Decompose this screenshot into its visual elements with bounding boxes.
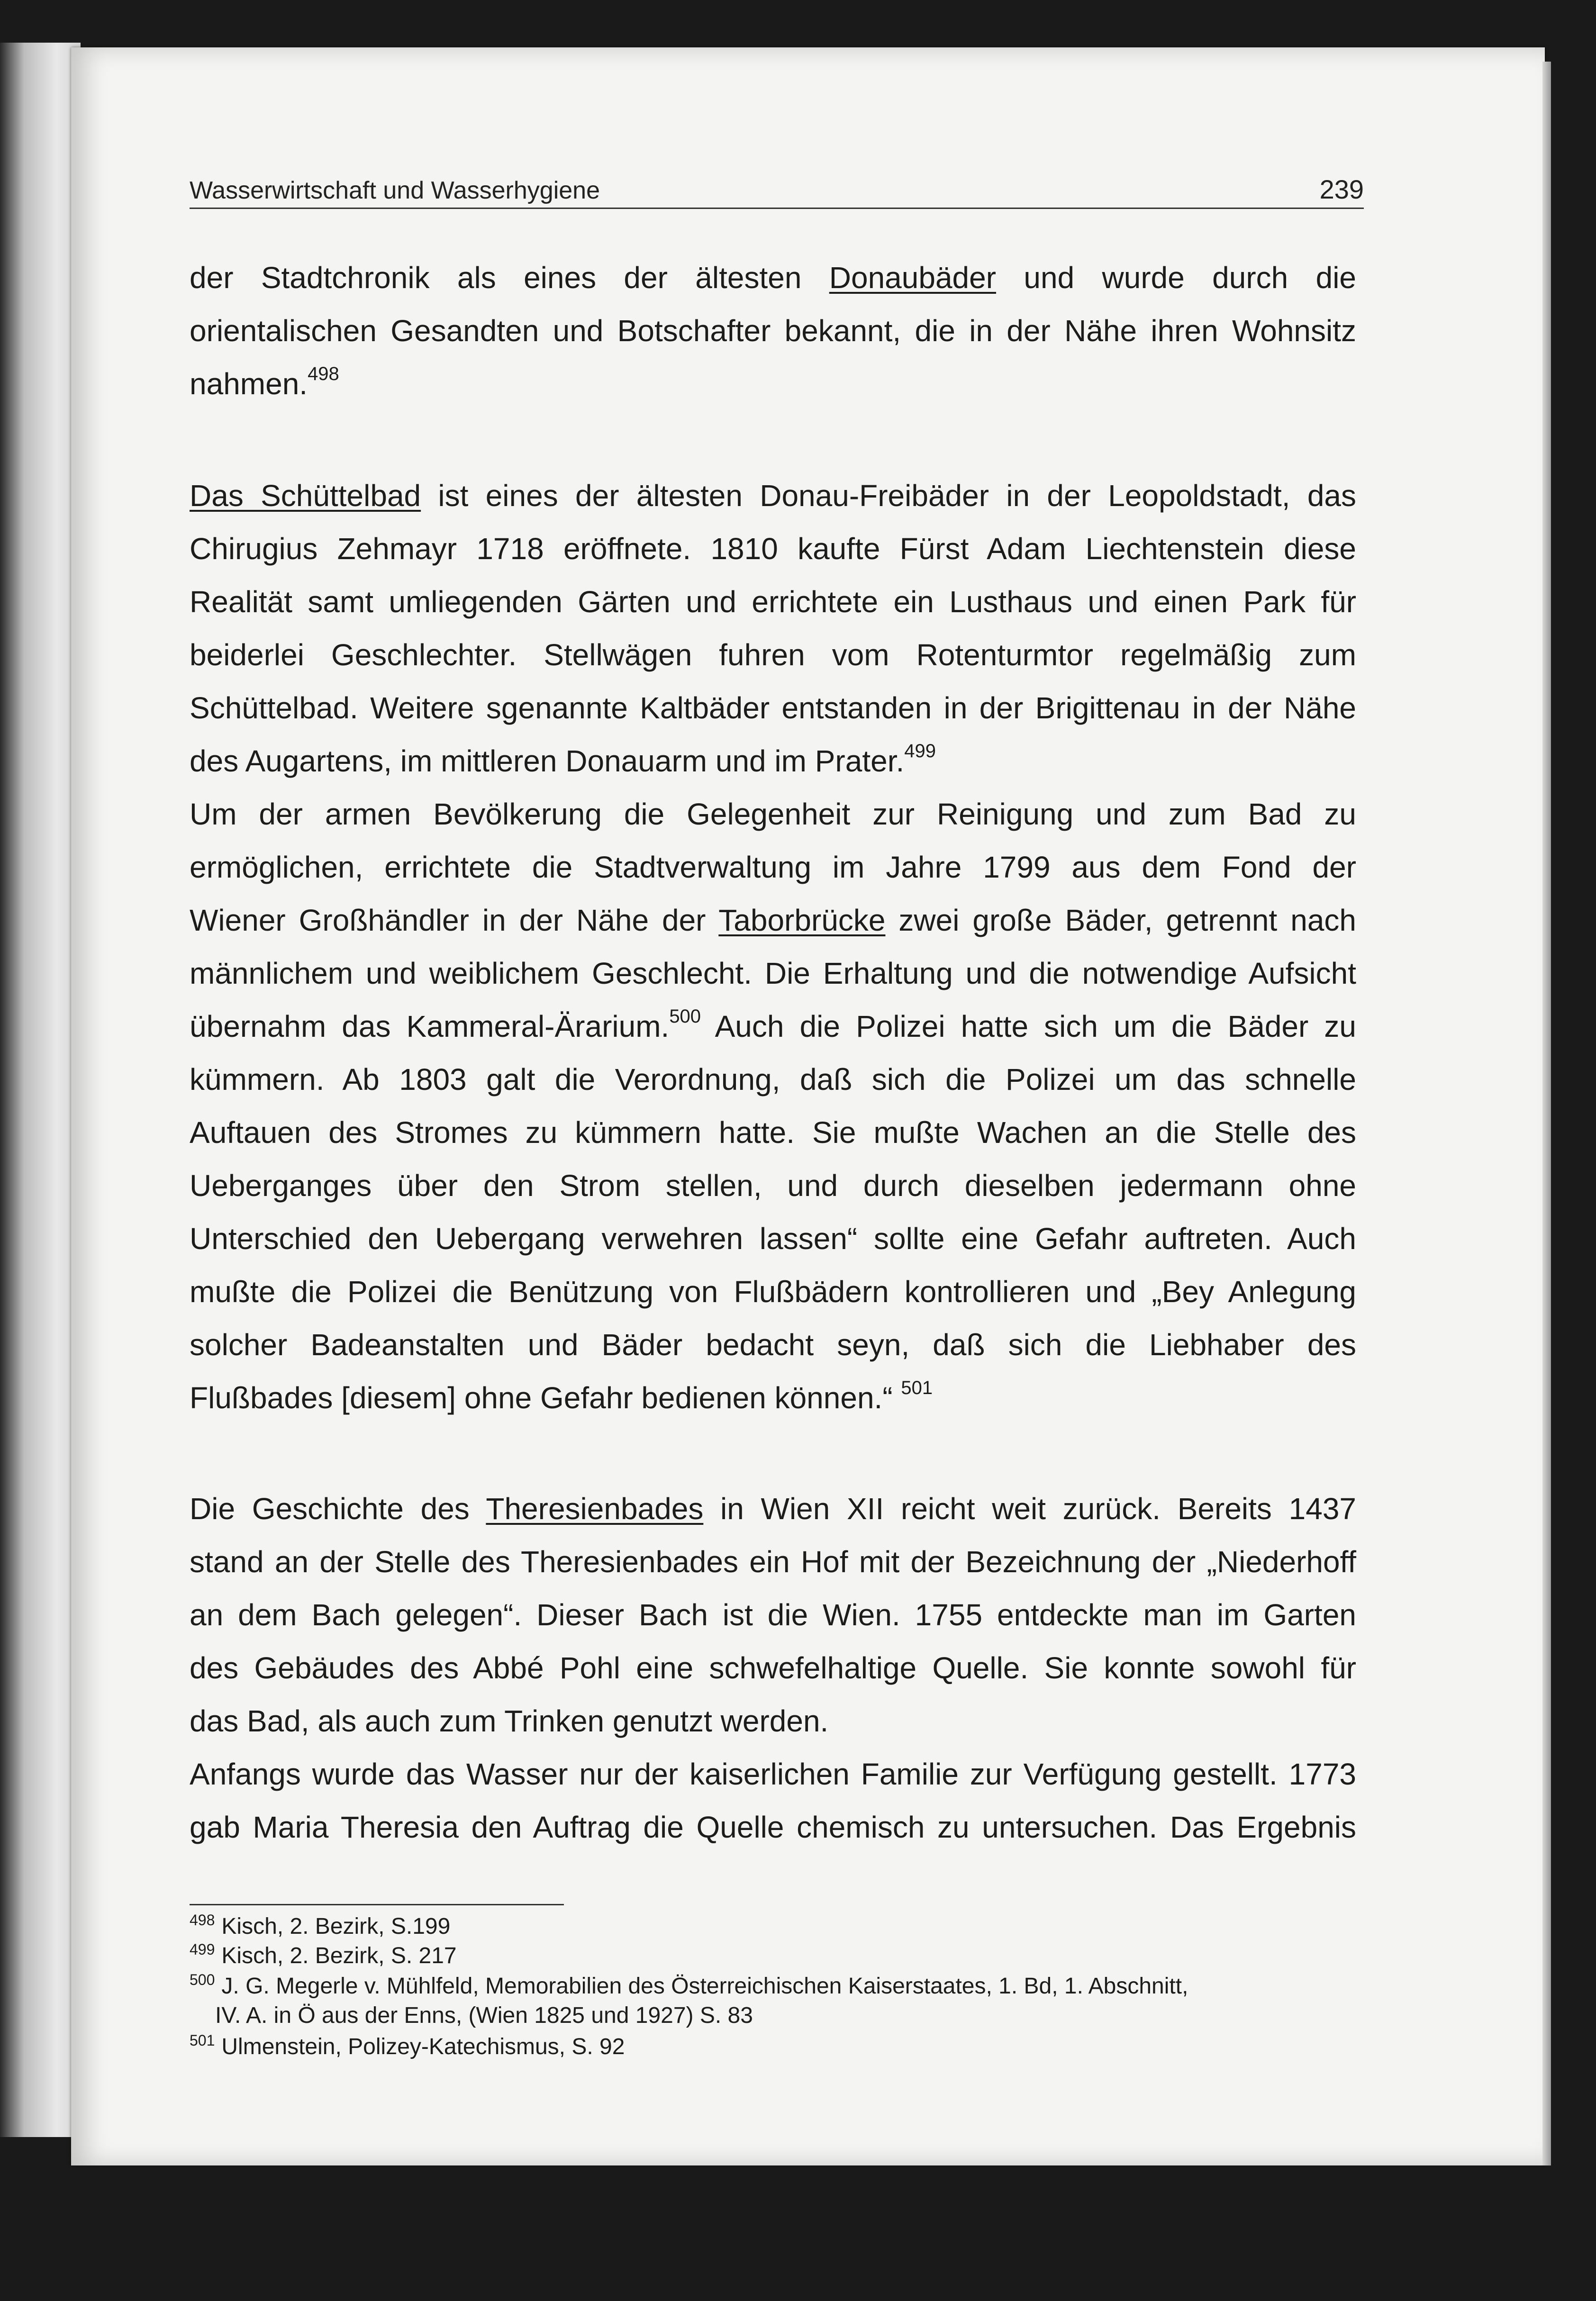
footnote-continuation: IV. A. in Ö aus der Enns, (Wien 1825 und 1927) S. 83 [215, 2003, 753, 2028]
text-line: Die Geschichte des Theresienbades in Wien XII reicht weit zurück. Bereits 1437 [190, 1492, 1357, 1526]
text-line: gab Maria Theresia den Auftrag die Quelle chemisch zu untersuchen. Das Ergebnis [190, 1810, 1356, 1844]
text-line: Auftauen des Stromes zu kümmern hatte. Sie mußte Wachen an die Stelle des [190, 1115, 1356, 1150]
text-line: stand an der Stelle des Theresienbades ein Hof mit der Bezeichnung der „Niederhoff [190, 1545, 1356, 1579]
footnote-number: 499 [190, 1941, 215, 1958]
text-line: Um der armen Bevölkerung die Gelegenheit zur Reinigung und zum Bad zu [190, 797, 1356, 831]
underlined-term: Theresienbades [486, 1492, 704, 1526]
footnote-number: 501 [190, 2032, 215, 2049]
text-line: Unterschied den Uebergang verwehren lassen“ sollte eine Gefahr auftreten. Auch [190, 1222, 1356, 1256]
text-line: Schüttelbad. Weitere sgenannte Kaltbäder entstanden in der Brigittenau in der Nähe [190, 691, 1356, 725]
footnote-ref: 501 [901, 1377, 933, 1398]
text-line: das Bad, als auch zum Trinken genutzt werden. [190, 1704, 829, 1738]
text-line: Anfangs wurde das Wasser nur der kaiserlichen Familie zur Verfügung gestellt. 1773 [190, 1757, 1356, 1791]
footnote-number: 500 [190, 1971, 215, 1988]
facing-page-edge [0, 43, 81, 2137]
text-line: an dem Bach gelegen“. Dieser Bach ist die Wien. 1755 entdeckte man im Garten [190, 1598, 1356, 1632]
footnote-ref: 498 [308, 363, 339, 384]
text-line: übernahm das Kammeral-Ärarium.$^{500}$ Auch die Polizei hatte sich um die Bäder zu [190, 1006, 1357, 1043]
text-line: Flußbades [diesem] ohne Gefahr bedienen können.“ $^{501}$ [190, 1377, 933, 1415]
footnote: $^{499}$ Kisch, 2. Bezirk, S. 217 [190, 1941, 457, 1968]
text-line: mußte die Polizei die Benützung von Flußbädern kontrollieren und „Bey Anlegung [190, 1275, 1356, 1309]
footnote: $^{498}$ Kisch, 2. Bezirk, S.199 [190, 1911, 451, 1939]
text-line: männlichem und weiblichem Geschlecht. Die Erhaltung und die notwendige Aufsicht [190, 956, 1356, 990]
text-line: nahmen.$^{498}$ [190, 363, 339, 401]
text-line: Realität samt umliegenden Gärten und errichtete ein Lusthaus und einen Park für [190, 585, 1356, 619]
footnote: $^{500}$ J. G. Megerle v. Mühlfeld, Memorabilien des Österreichischen Kaiserstaates, 1. Bd, 1. Abschnitt, [190, 1971, 1188, 1999]
text-line: kümmern. Ab 1803 galt die Verordnung, daß sich die Polizei um das schnelle [190, 1062, 1356, 1096]
text-line: des Gebäudes des Abbé Pohl eine schwefelhaltige Quelle. Sie konnte sowohl für [190, 1651, 1356, 1685]
text-line: ermöglichen, errichtete die Stadtverwaltung im Jahre 1799 aus dem Fond der [190, 850, 1356, 884]
footnote: $^{501}$ Ulmenstein, Polizey-Katechismus, S. 92 [190, 2032, 625, 2059]
underlined-term: Taborbrücke [718, 903, 886, 937]
footnote-separator [190, 1904, 564, 1905]
text-line: orientalischen Gesandten und Botschafter bekannt, die in der Nähe ihren Wohnsitz [190, 314, 1356, 348]
footnote-ref: 500 [669, 1006, 701, 1027]
underlined-term: Donaubäder [829, 261, 997, 295]
text-line: der Stadtchronik als eines der ältesten Donaubäder und wurde durch die [190, 261, 1357, 295]
footnote-number: 498 [190, 1911, 215, 1929]
text-line: solcher Badeanstalten und Bäder bedacht seyn, daß sich die Liebhaber des [190, 1328, 1356, 1362]
page-stack-edge [1542, 62, 1551, 2165]
text-line: Chirugius Zehmayr 1718 eröffnete. 1810 kaufte Fürst Adam Liechtenstein diese [190, 532, 1356, 566]
chapter-title: Wasserwirtschaft und Wasserhygiene [190, 177, 600, 204]
page-number: 239 [1319, 174, 1364, 204]
text-line: beiderlei Geschlechter. Stellwägen fuhren vom Rotenturmtor regelmäßig zum [190, 638, 1356, 672]
text-line: Das Schüttelbad ist eines der ältesten Donau-Freibäder in der Leopoldstadt, das [190, 479, 1357, 513]
underlined-term: Das Schüttelbad [190, 479, 421, 513]
footnote-ref: 499 [904, 741, 936, 761]
text-line: Wiener Großhändler in der Nähe der Taborbrücke zwei große Bäder, getrennt nach [190, 903, 1357, 937]
running-header [190, 174, 1364, 209]
text-line: Ueberganges über den Strom stellen, und durch dieselben jedermann ohne [190, 1169, 1356, 1203]
text-line: des Augartens, im mittleren Donauarm und im Prater.$^{499}$ [190, 741, 936, 778]
